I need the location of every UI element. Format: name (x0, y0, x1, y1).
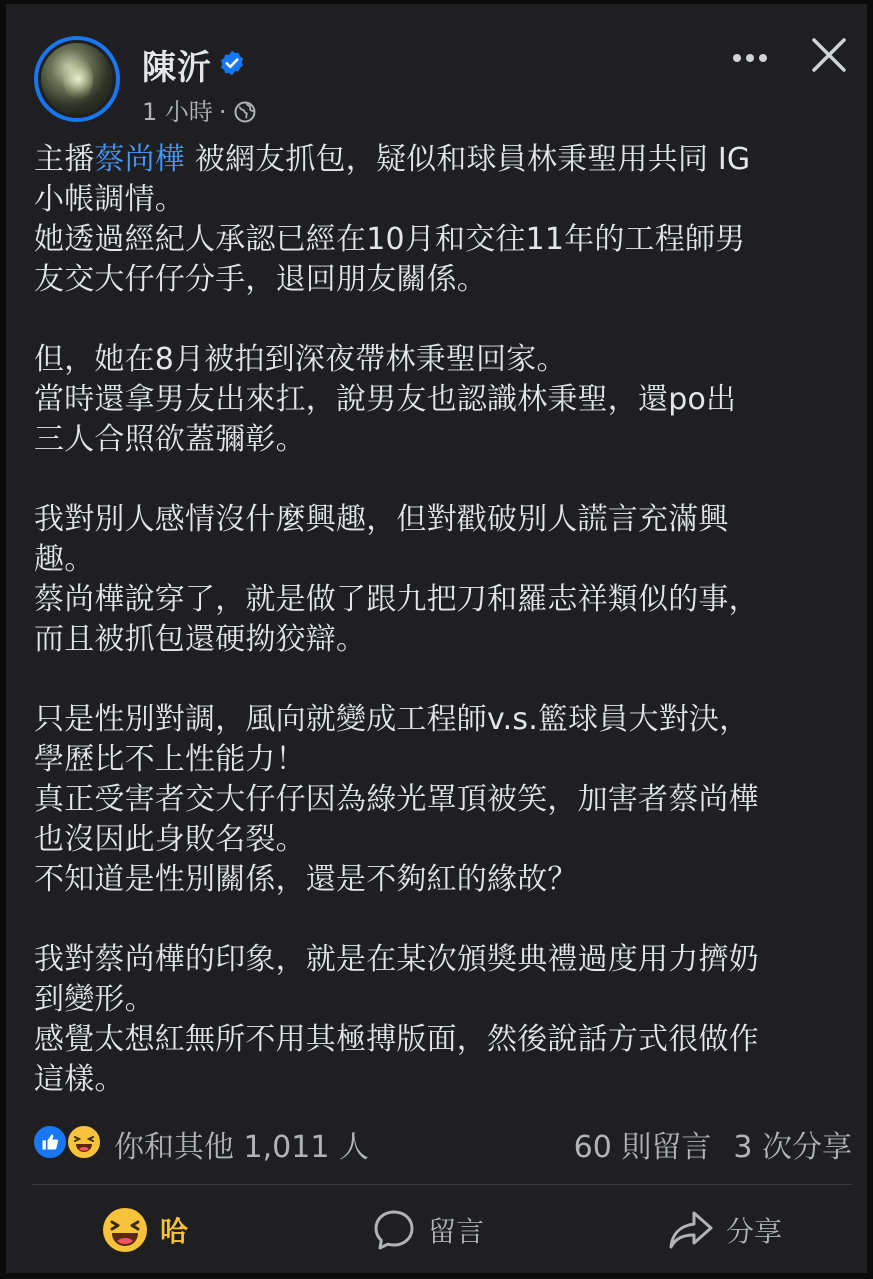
post-line (34, 700, 854, 740)
post-line (34, 220, 854, 260)
post-line (34, 340, 854, 380)
react-button[interactable] (32, 1207, 258, 1253)
globe-icon (233, 100, 257, 124)
verified-badge-icon (218, 49, 246, 77)
post-text-segment: 感覺太想紅無所不用其極搏版面，然後說話方式很做作 (34, 1022, 759, 1057)
post-meta (142, 92, 257, 127)
post-line (34, 140, 854, 180)
post-paragraph (34, 140, 854, 300)
meta-separator: · (218, 98, 227, 126)
post-paragraph (34, 500, 854, 660)
post-text-segment: 主播 (34, 142, 95, 177)
post-text-segment: 這樣。 (34, 1062, 125, 1097)
post-line (34, 1060, 854, 1100)
mention-link[interactable]: 蔡尚樺 (94, 142, 186, 177)
post-line (34, 380, 854, 420)
post-text-segment: 蔡尚樺說穿了，就是做了跟九把刀和羅志祥類似的事， (34, 582, 759, 617)
post-line (34, 820, 854, 860)
author-name[interactable]: 陳沂 (142, 48, 212, 88)
share-icon (668, 1209, 714, 1251)
post-paragraph (34, 340, 854, 460)
action-bar (32, 1194, 852, 1266)
comment-button[interactable] (302, 1208, 554, 1252)
close-icon[interactable] (806, 32, 852, 78)
avatar-image (38, 40, 116, 118)
post-text-segment: 三人合照欲蓋彌彰。 (34, 422, 306, 457)
share-button[interactable] (598, 1209, 852, 1251)
post-paragraph (34, 700, 854, 900)
post-text-segment: 被網友抓包，疑似和球員林秉聖用共同 IG (185, 142, 751, 177)
comment-label: 留言 (427, 1215, 484, 1248)
post-line (34, 1020, 854, 1060)
haha-icon (66, 1124, 102, 1160)
post-text-segment: 我對蔡尚樺的印象，就是在某次頒獎典禮過度用力擠奶 (34, 942, 759, 977)
post-text-segment: 而且被抓包還硬拗狡辯。 (34, 622, 367, 657)
post-text (34, 140, 854, 1140)
post-text-segment: 真正受害者交大仔仔因為綠光罩頂被笑，加害者蔡尚樺 (34, 782, 759, 817)
post-text-segment: 友交大仔仔分手，退回朋友關係。 (34, 262, 487, 297)
post-text-segment: 到變形。 (34, 982, 155, 1017)
post-line (34, 500, 854, 540)
comment-icon (372, 1208, 416, 1252)
reaction-icons[interactable] (32, 1122, 108, 1162)
react-label: 哈 (160, 1215, 189, 1248)
post-line (34, 940, 854, 980)
avatar[interactable] (34, 36, 120, 122)
post-text-segment: 不知道是性別關係，還是不夠紅的緣故？ (34, 862, 578, 897)
reaction-count[interactable]: 你和其他 1,011 人 (114, 1130, 369, 1165)
haha-react-icon (102, 1207, 148, 1253)
more-options-button[interactable] (722, 38, 778, 78)
post-text-segment: 學歷比不上性能力！ (34, 742, 306, 777)
engagement-counts (574, 1122, 852, 1166)
post-time[interactable]: 1 小時 (142, 98, 213, 126)
post-line (34, 420, 854, 460)
like-icon (32, 1124, 68, 1160)
post-header (32, 32, 852, 128)
post-paragraph (34, 940, 854, 1100)
post-line (34, 860, 854, 900)
shares-count[interactable]: 3 次分享 (733, 1130, 852, 1165)
post-line (34, 620, 854, 660)
post-line (34, 740, 854, 780)
post-line (34, 540, 854, 580)
post-line (34, 780, 854, 820)
divider (32, 1184, 852, 1185)
post-line (34, 260, 854, 300)
post-line (34, 980, 854, 1020)
post-text-segment: 趣。 (34, 542, 95, 577)
post-text-segment: 只是性別對調，風向就變成工程師v.s.籃球員大對決， (34, 702, 750, 737)
post-text-segment: 但，她在8月被拍到深夜帶林秉聖回家。 (34, 342, 567, 377)
post-text-segment: 我對別人感情沒什麼興趣，但對戳破別人謊言充滿興 (34, 502, 729, 537)
post-text-segment: 也沒因此身敗名裂。 (34, 822, 306, 857)
post-text-segment: 小帳調情。 (34, 182, 185, 217)
comments-count[interactable]: 60 則留言 (573, 1130, 712, 1165)
post-text-segment: 她透過經紀人承認已經在10月和交往11年的工程師男 (34, 222, 746, 257)
reactions-summary (32, 1120, 852, 1164)
post-text-segment: 當時還拿男友出來扛，說男友也認識林秉聖，還po出 (34, 382, 737, 417)
post-line (34, 580, 854, 620)
share-label: 分享 (725, 1215, 782, 1248)
post-line (34, 180, 854, 220)
